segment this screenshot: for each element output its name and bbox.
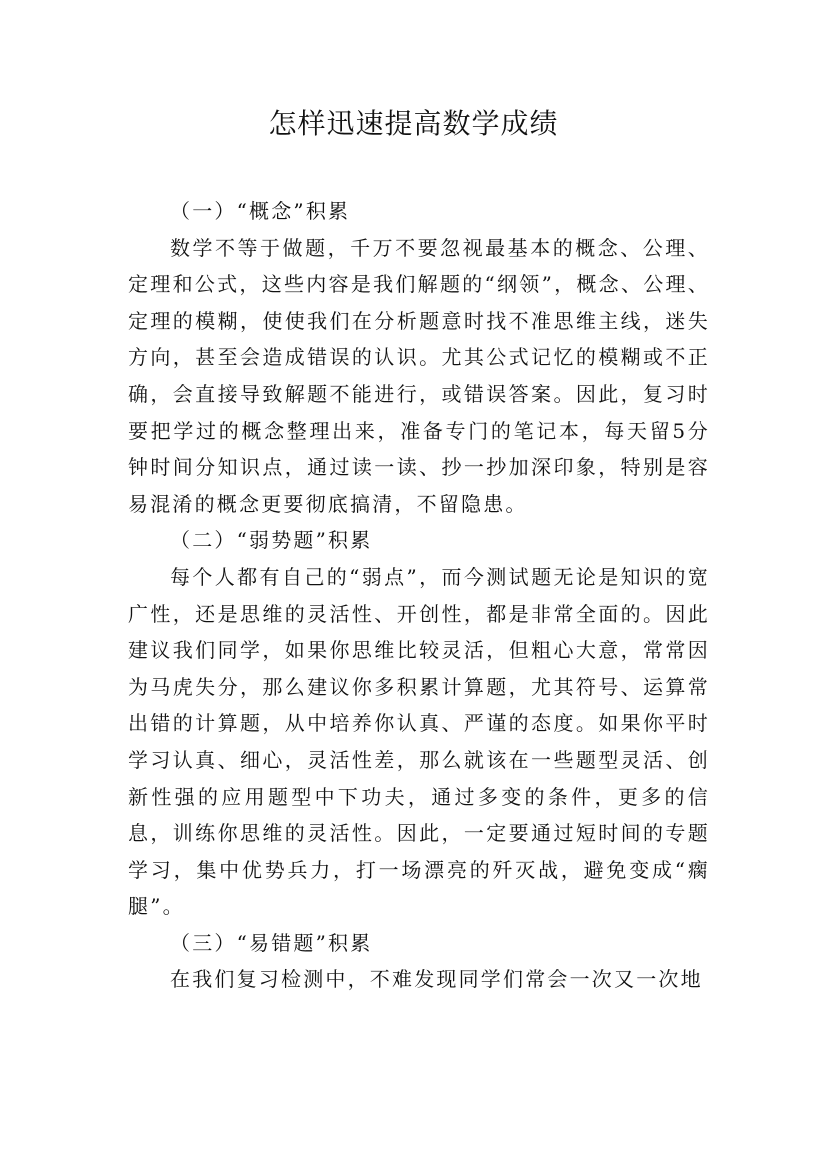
section-heading-concepts: （一）“概念”积累: [170, 199, 351, 223]
document-title: 怎样迅速提高数学成绩: [268, 107, 559, 140]
section-paragraph-error-prone-questions: 在我们复习检测中，不难发现同学们常会一次又一次地: [170, 967, 703, 992]
section-heading-weak-questions: （二）“弱势题”积累: [170, 528, 373, 553]
document-body: [128, 193, 710, 998]
section-paragraph-weak-questions: 每个人都有自己的“弱点”，而今测试题无论是知识的宽广性，还是思维的灵活性、开创性，都是非常全面的。因此建议我们同学，如果你思维比较灵活，但粗心大意，常常因为马虎失分，那么建议你多积累计算题，尤其符号、运算常出错的计算题，从中培养你认真、严谨的态度。如果你平时学习认真、细心，灵活性差，那么就该在一些题型灵活、创新性强的应用题型中下功夫，通过多变的条件，更多的信息，训练你思维的灵活性。因此，一定要通过短时间的专题学习，集中优势兵力，打一场漂亮的歼灭战，避免变成“瘸腿”。: [128, 564, 710, 919]
section-paragraph-concepts: 数学不等于做题，千万不要忽视最基本的概念、公理、定理和公式，这些内容是我们解题的“纲领”，概念、公理、定理的模糊，使使我们在分析题意时找不准思维主线，迷失方向，甚至会造成错误的认识。尤其公式记忆的模糊或不正确，会直接导致解题不能进行，或错误答案。因此，复习时要把学过的概念整理出来，准备专门的笔记本，每天留5分钟时间分知识点，通过读一读、抄一抄加深印象，特别是容易混淆的概念更要彻底搞清，不留隐患。: [128, 235, 710, 516]
section-heading-error-prone-questions: （三）“易错题”积累: [170, 930, 373, 955]
